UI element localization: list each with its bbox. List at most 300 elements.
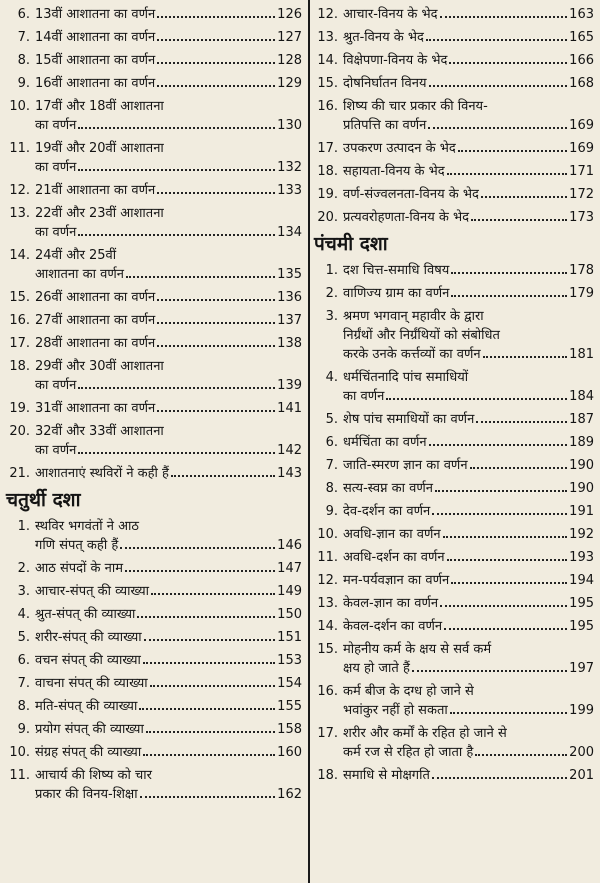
toc-entry-title: भवांकुर नहीं हो सकता xyxy=(343,703,448,718)
toc-entry xyxy=(0,692,310,715)
dot-leader xyxy=(429,444,568,446)
toc-entry-number: 19. xyxy=(9,401,30,416)
toc-entry-title: स्थविर भगवंतों ने आठ xyxy=(35,519,139,534)
toc-entry xyxy=(310,497,600,520)
toc-entry-title: निर्ग्रंथों और निर्ग्रंथियों को संबोधित xyxy=(343,328,500,343)
toc-entry xyxy=(0,0,310,23)
dot-leader xyxy=(450,712,567,714)
toc-entry-title: का वर्णन xyxy=(35,225,77,240)
toc-entry-number: 12. xyxy=(9,183,30,198)
toc-entry-line xyxy=(0,738,310,761)
toc-entry xyxy=(310,612,600,635)
dot-leader xyxy=(137,616,275,618)
toc-entry-line xyxy=(310,428,600,451)
toc-entry-line xyxy=(0,92,310,115)
toc-entry-number: 5. xyxy=(325,412,338,427)
toc-entry-title: उपकरण उत्पादन के भेद xyxy=(343,141,456,156)
dot-leader xyxy=(458,150,567,152)
dot-leader xyxy=(451,582,567,584)
toc-entry-page: 178 xyxy=(569,263,594,278)
toc-entry-number: 13. xyxy=(317,30,338,45)
toc-entry-page: 141 xyxy=(277,401,302,416)
toc-entry xyxy=(310,635,600,677)
toc-entry xyxy=(0,92,310,134)
toc-entry-number: 17. xyxy=(9,336,30,351)
dot-leader xyxy=(140,796,276,798)
toc-entry-number: 16. xyxy=(317,99,338,114)
toc-entry-number: 5. xyxy=(17,630,30,645)
toc-entry-page: 189 xyxy=(569,435,594,450)
toc-entry xyxy=(0,417,310,459)
toc-entry-page: 158 xyxy=(277,722,302,737)
toc-entry-page: 169 xyxy=(569,118,594,133)
toc-entry-title: मन-पर्यवज्ञान का वर्णन xyxy=(343,573,450,588)
toc-entry-page: 171 xyxy=(569,164,594,179)
toc-entry-line xyxy=(310,497,600,520)
toc-entry-title: जाति-स्मरण ज्ञान का वर्णन xyxy=(343,458,468,473)
toc-entry-number: 17. xyxy=(317,141,338,156)
toc-entry-line xyxy=(310,474,600,497)
toc-entry-title: धर्मचिंता का वर्णन xyxy=(343,435,427,450)
toc-entry xyxy=(0,176,310,199)
toc-entry-page: 194 xyxy=(569,573,594,588)
toc-entry-line xyxy=(0,459,310,482)
toc-entry-number: 9. xyxy=(17,722,30,737)
toc-entry-title: वाणिज्य ग्राम का वर्णन xyxy=(343,286,450,301)
toc-entry-title: 19वीं और 20वीं आशातना xyxy=(35,141,164,156)
toc-entry-line xyxy=(310,589,600,612)
toc-entry-title: 21वीं आशातना का वर्णन xyxy=(35,183,156,198)
toc-entry-line xyxy=(310,325,600,344)
dot-leader xyxy=(143,662,275,664)
toc-entry-line xyxy=(310,46,600,69)
toc-entry xyxy=(0,761,310,803)
toc-entry xyxy=(0,23,310,46)
dot-leader xyxy=(475,754,567,756)
toc-entry-page: 128 xyxy=(277,53,302,68)
dot-leader xyxy=(157,410,275,412)
toc-entry-page: 150 xyxy=(277,607,302,622)
toc-entry-title: प्रतिपत्ति का वर्णन xyxy=(343,118,427,133)
toc-entry-page: 147 xyxy=(277,561,302,576)
toc-entry xyxy=(0,306,310,329)
toc-entry xyxy=(0,554,310,577)
toc-entry-line xyxy=(0,646,310,669)
toc-entry-number: 8. xyxy=(17,53,30,68)
toc-entry-number: 3. xyxy=(17,584,30,599)
toc-entry-number: 20. xyxy=(317,210,338,225)
toc-entry-number: 4. xyxy=(17,607,30,622)
toc-entry-number: 9. xyxy=(325,504,338,519)
toc-left-column xyxy=(0,0,310,803)
toc-entry-page: 162 xyxy=(277,787,302,802)
toc-entry-page: 168 xyxy=(569,76,594,91)
dot-leader xyxy=(481,196,567,198)
toc-entry xyxy=(310,520,600,543)
dot-leader xyxy=(146,731,275,733)
toc-entry-title: श्रुत-विनय के भेद xyxy=(343,30,424,45)
dot-leader xyxy=(157,322,275,324)
toc-entry-page: 179 xyxy=(569,286,594,301)
toc-entry-number: 7. xyxy=(17,676,30,691)
toc-entry-line xyxy=(0,375,310,394)
toc-entry xyxy=(310,566,600,589)
toc-entry xyxy=(0,669,310,692)
toc-entry-title: 28वीं आशातना का वर्णन xyxy=(35,336,156,351)
toc-entry-line xyxy=(0,134,310,157)
toc-entry-page: 138 xyxy=(277,336,302,351)
dot-leader xyxy=(78,234,275,236)
toc-entry-title: विक्षेपणा-विनय के भेद xyxy=(343,53,448,68)
toc-entry-line xyxy=(310,700,600,719)
toc-entry-line xyxy=(0,283,310,306)
toc-entry-line xyxy=(0,46,310,69)
dot-leader xyxy=(157,299,275,301)
toc-entry xyxy=(310,279,600,302)
toc-entry-number: 12. xyxy=(317,7,338,22)
toc-entry-number: 13. xyxy=(317,596,338,611)
toc-entry-page: 190 xyxy=(569,458,594,473)
toc-entry-title: आठ संपदों के नाम xyxy=(35,561,124,576)
toc-entry xyxy=(0,646,310,669)
toc-entry-title: आचार्य की शिष्य को चार xyxy=(35,768,152,783)
toc-entry-number: 6. xyxy=(17,7,30,22)
toc-entry xyxy=(310,0,600,23)
toc-entry-title: दोषनिर्घातन विनय xyxy=(343,76,427,91)
toc-entry xyxy=(0,459,310,482)
toc-entry-number: 6. xyxy=(17,653,30,668)
toc-entry-line xyxy=(310,677,600,700)
toc-entry xyxy=(310,405,600,428)
toc-entry-title: शरीर-संपत् की व्याख्या xyxy=(35,630,142,645)
toc-entry-line xyxy=(310,256,600,279)
toc-entry-line xyxy=(0,329,310,352)
dot-leader xyxy=(435,490,567,492)
toc-entry-line xyxy=(0,417,310,440)
dot-leader xyxy=(78,452,275,454)
toc-entry-line xyxy=(310,302,600,325)
toc-entry-title: 32वीं और 33वीं आशातना xyxy=(35,424,164,439)
toc-entry-page: 201 xyxy=(569,768,594,783)
toc-entry-line xyxy=(0,692,310,715)
toc-entry-number: 4. xyxy=(325,370,338,385)
dot-leader xyxy=(126,276,275,278)
toc-entry xyxy=(310,474,600,497)
toc-entry xyxy=(310,256,600,279)
toc-entry-line xyxy=(0,761,310,784)
toc-entry-line xyxy=(0,577,310,600)
toc-entry-title: दश चित्त-समाधि विषय xyxy=(343,263,450,278)
dot-leader xyxy=(428,127,567,129)
toc-entry xyxy=(0,394,310,417)
toc-entry-line xyxy=(310,203,600,226)
toc-entry-number: 11. xyxy=(9,768,30,783)
toc-entry-page: 187 xyxy=(569,412,594,427)
toc-entry-page: 184 xyxy=(569,389,594,404)
toc-entry-title: आशातनाएं स्थविरों ने कही हैं xyxy=(35,466,169,481)
toc-entry-page: 172 xyxy=(569,187,594,202)
toc-entry-title: आचार-संपत् की व्याख्या xyxy=(35,584,149,599)
toc-entry-line xyxy=(310,742,600,761)
toc-entry-line xyxy=(310,612,600,635)
toc-entry xyxy=(310,677,600,719)
toc-entry-number: 6. xyxy=(325,435,338,450)
toc-entry-title: आचार-विनय के भेद xyxy=(343,7,438,22)
toc-entry-title: वर्ण-संज्वलनता-विनय के भेद xyxy=(343,187,479,202)
toc-entry-number: 20. xyxy=(9,424,30,439)
toc-entry-number: 1. xyxy=(325,263,338,278)
toc-entry xyxy=(310,69,600,92)
toc-entry-line xyxy=(0,600,310,623)
toc-entry-page: 136 xyxy=(277,290,302,305)
toc-entry-page: 143 xyxy=(277,466,302,481)
toc-entry xyxy=(0,134,310,176)
toc-entry-number: 14. xyxy=(317,53,338,68)
toc-entry-line xyxy=(310,157,600,180)
toc-entry-title: कर्म बीज के दग्ध हो जाने से xyxy=(343,684,474,699)
toc-entry-line xyxy=(0,715,310,738)
dot-leader xyxy=(157,16,275,18)
toc-entry-page: 163 xyxy=(569,7,594,22)
dot-leader xyxy=(157,345,275,347)
toc-entry-number: 21. xyxy=(9,466,30,481)
toc-entry-title: देव-दर्शन का वर्णन xyxy=(343,504,431,519)
toc-entry-title: 15वीं आशातना का वर्णन xyxy=(35,53,156,68)
dot-leader xyxy=(78,387,275,389)
dot-leader xyxy=(157,39,275,41)
toc-entry-line xyxy=(310,543,600,566)
toc-entry-number: 18. xyxy=(317,768,338,783)
toc-entry-page: 195 xyxy=(569,596,594,611)
toc-entry xyxy=(310,589,600,612)
toc-entry-page: 132 xyxy=(277,160,302,175)
toc-entry-title: का वर्णन xyxy=(343,389,385,404)
dot-leader xyxy=(471,219,567,221)
toc-entry xyxy=(310,23,600,46)
toc-entry-title: 13वीं आशातना का वर्णन xyxy=(35,7,156,22)
section-heading-panchami-dasha: पंचमी दशा xyxy=(314,233,388,255)
toc-entry-page: 151 xyxy=(277,630,302,645)
dot-leader xyxy=(157,85,275,87)
dot-leader xyxy=(443,536,568,538)
toc-entry-number: 11. xyxy=(9,141,30,156)
toc-entry-title: शिष्य की चार प्रकार की विनय- xyxy=(343,99,488,114)
dot-leader xyxy=(444,628,567,630)
toc-entry-page: 195 xyxy=(569,619,594,634)
toc-entry-page: 190 xyxy=(569,481,594,496)
toc-entry-page: 166 xyxy=(569,53,594,68)
toc-entry-number: 10. xyxy=(317,527,338,542)
dot-leader xyxy=(447,559,568,561)
toc-entry-line xyxy=(0,440,310,459)
toc-entry-number: 7. xyxy=(325,458,338,473)
toc-entry-line xyxy=(310,69,600,92)
toc-entry-title: 27वीं आशातना का वर्णन xyxy=(35,313,156,328)
toc-entry-line xyxy=(0,264,310,283)
dot-leader xyxy=(440,605,567,607)
toc-entry-line xyxy=(310,279,600,302)
toc-entry-number: 8. xyxy=(325,481,338,496)
toc-entry-line xyxy=(310,719,600,742)
dot-leader xyxy=(429,85,568,87)
toc-entry-line xyxy=(310,363,600,386)
toc-entry-page: 149 xyxy=(277,584,302,599)
toc-entry-title: केवल-ज्ञान का वर्णन xyxy=(343,596,439,611)
toc-entry-title: समाधि से मोक्षगति xyxy=(343,768,430,783)
right-entries-bottom xyxy=(310,256,600,784)
toc-entry-title: केवल-दर्शन का वर्णन xyxy=(343,619,443,634)
toc-entry-line xyxy=(0,512,310,535)
toc-entry-line xyxy=(310,566,600,589)
toc-entry-page: 165 xyxy=(569,30,594,45)
toc-entry xyxy=(0,46,310,69)
toc-entry-title: क्षय हो जाते हैं xyxy=(343,661,410,676)
toc-entry-title: संग्रह संपत् की व्याख्या xyxy=(35,745,142,760)
toc-entry-title: शरीर और कर्मों के रहित हो जाने से xyxy=(343,726,507,741)
toc-entry-title: अवधि-दर्शन का वर्णन xyxy=(343,550,445,565)
dot-leader xyxy=(386,398,567,400)
toc-entry xyxy=(310,157,600,180)
toc-entry-title: सहायता-विनय के भेद xyxy=(343,164,445,179)
toc-entry-line xyxy=(0,394,310,417)
toc-entry-title: 14वीं आशातना का वर्णन xyxy=(35,30,156,45)
toc-entry-number: 15. xyxy=(9,290,30,305)
toc-entry-title: 17वीं और 18वीं आशातना xyxy=(35,99,164,114)
toc-entry-page: 129 xyxy=(277,76,302,91)
toc-entry-page: 130 xyxy=(277,118,302,133)
toc-entry-title: वाचना संपत् की व्याख्या xyxy=(35,676,148,691)
toc-entry xyxy=(0,352,310,394)
dot-leader xyxy=(125,570,275,572)
toc-entry-number: 12. xyxy=(317,573,338,588)
toc-entry-page: 160 xyxy=(277,745,302,760)
toc-entry xyxy=(310,761,600,784)
toc-entry-title: मोहनीय कर्म के क्षय से सर्व कर्म xyxy=(343,642,492,657)
toc-entry-line xyxy=(0,352,310,375)
toc-entry-title: 26वीं आशातना का वर्णन xyxy=(35,290,156,305)
toc-entry-title: प्रकार की विनय-शिक्षा xyxy=(35,787,138,802)
dot-leader xyxy=(476,421,567,423)
toc-entry-line xyxy=(310,386,600,405)
toc-entry-number: 3. xyxy=(325,309,338,324)
toc-entry-title: प्रत्यवरोहणता-विनय के भेद xyxy=(343,210,470,225)
toc-entry-page: 199 xyxy=(569,703,594,718)
toc-entry-page: 126 xyxy=(277,7,302,22)
toc-entry xyxy=(310,134,600,157)
toc-entry-number: 2. xyxy=(17,561,30,576)
toc-entry-number: 18. xyxy=(317,164,338,179)
toc-entry-line xyxy=(0,199,310,222)
toc-entry-number: 16. xyxy=(9,313,30,328)
toc-entry xyxy=(310,719,600,761)
toc-entry-line xyxy=(0,669,310,692)
toc-entry xyxy=(310,543,600,566)
toc-entry-number: 17. xyxy=(317,726,338,741)
dot-leader xyxy=(144,639,276,641)
toc-entry-number: 19. xyxy=(317,187,338,202)
toc-entry-line xyxy=(0,115,310,134)
toc-entry-title: वचन संपत् की व्याख्या xyxy=(35,653,141,668)
toc-right-column xyxy=(310,0,600,784)
toc-entry-page: 153 xyxy=(277,653,302,668)
toc-entry-title: शेष पांच समाधियों का वर्णन xyxy=(343,412,475,427)
toc-entry-title: 22वीं और 23वीं आशातना xyxy=(35,206,164,221)
toc-entry-title: 29वीं और 30वीं आशातना xyxy=(35,359,164,374)
toc-entry-page: 142 xyxy=(277,443,302,458)
toc-entry-line xyxy=(310,635,600,658)
toc-entry-title: 31वीं आशातना का वर्णन xyxy=(35,401,156,416)
dot-leader xyxy=(139,708,275,710)
toc-entry-line xyxy=(310,761,600,784)
toc-entry-page: 137 xyxy=(277,313,302,328)
dot-leader xyxy=(157,62,275,64)
toc-entry-line xyxy=(0,69,310,92)
toc-entry-line xyxy=(0,535,310,554)
toc-entry xyxy=(0,329,310,352)
toc-entry-title: श्रुत-संपत् की व्याख्या xyxy=(35,607,136,622)
toc-entry-title: करके उनके कर्त्तव्यों का वर्णन xyxy=(343,347,481,362)
toc-entry-number: 13. xyxy=(9,206,30,221)
toc-entry-page: 193 xyxy=(569,550,594,565)
dot-leader xyxy=(440,16,568,18)
toc-entry-page: 173 xyxy=(569,210,594,225)
toc-entry-line xyxy=(0,241,310,264)
toc-entry-title: गणि संपत् कही हैं xyxy=(35,538,119,553)
toc-entry xyxy=(0,738,310,761)
toc-entry-number: 7. xyxy=(17,30,30,45)
toc-entry-page: 133 xyxy=(277,183,302,198)
toc-entry xyxy=(310,428,600,451)
toc-entry xyxy=(0,283,310,306)
left-entries-top xyxy=(0,0,310,482)
dot-leader xyxy=(171,475,275,477)
toc-entry xyxy=(0,241,310,283)
dot-leader xyxy=(451,295,567,297)
toc-entry-title: 24वीं और 25वीं xyxy=(35,248,117,263)
toc-entry-number: 14. xyxy=(9,248,30,263)
toc-entry-title: 16वीं आशातना का वर्णन xyxy=(35,76,156,91)
toc-entry-line xyxy=(310,344,600,363)
toc-entry-number: 10. xyxy=(9,99,30,114)
dot-leader xyxy=(143,754,275,756)
toc-entry-line xyxy=(0,222,310,241)
dot-leader xyxy=(78,169,275,171)
toc-entry-line xyxy=(310,658,600,677)
dot-leader xyxy=(150,685,276,687)
toc-entry-line xyxy=(310,92,600,115)
toc-entry xyxy=(310,451,600,474)
toc-entry-number: 14. xyxy=(317,619,338,634)
toc-entry xyxy=(0,600,310,623)
toc-entry-line xyxy=(0,157,310,176)
toc-entry-line xyxy=(0,306,310,329)
toc-entry-page: 200 xyxy=(569,745,594,760)
toc-entry-page: 154 xyxy=(277,676,302,691)
dot-leader xyxy=(470,467,568,469)
toc-entry-page: 146 xyxy=(277,538,302,553)
toc-entry xyxy=(0,512,310,554)
toc-entry-title: अवधि-ज्ञान का वर्णन xyxy=(343,527,441,542)
toc-entry-number: 15. xyxy=(317,642,338,657)
toc-entry-line xyxy=(310,0,600,23)
toc-entry-line xyxy=(0,623,310,646)
dot-leader xyxy=(426,39,567,41)
dot-leader xyxy=(157,192,275,194)
toc-entry-line xyxy=(0,0,310,23)
toc-entry-page: 135 xyxy=(277,267,302,282)
toc-entry-number: 11. xyxy=(317,550,338,565)
dot-leader xyxy=(151,593,275,595)
